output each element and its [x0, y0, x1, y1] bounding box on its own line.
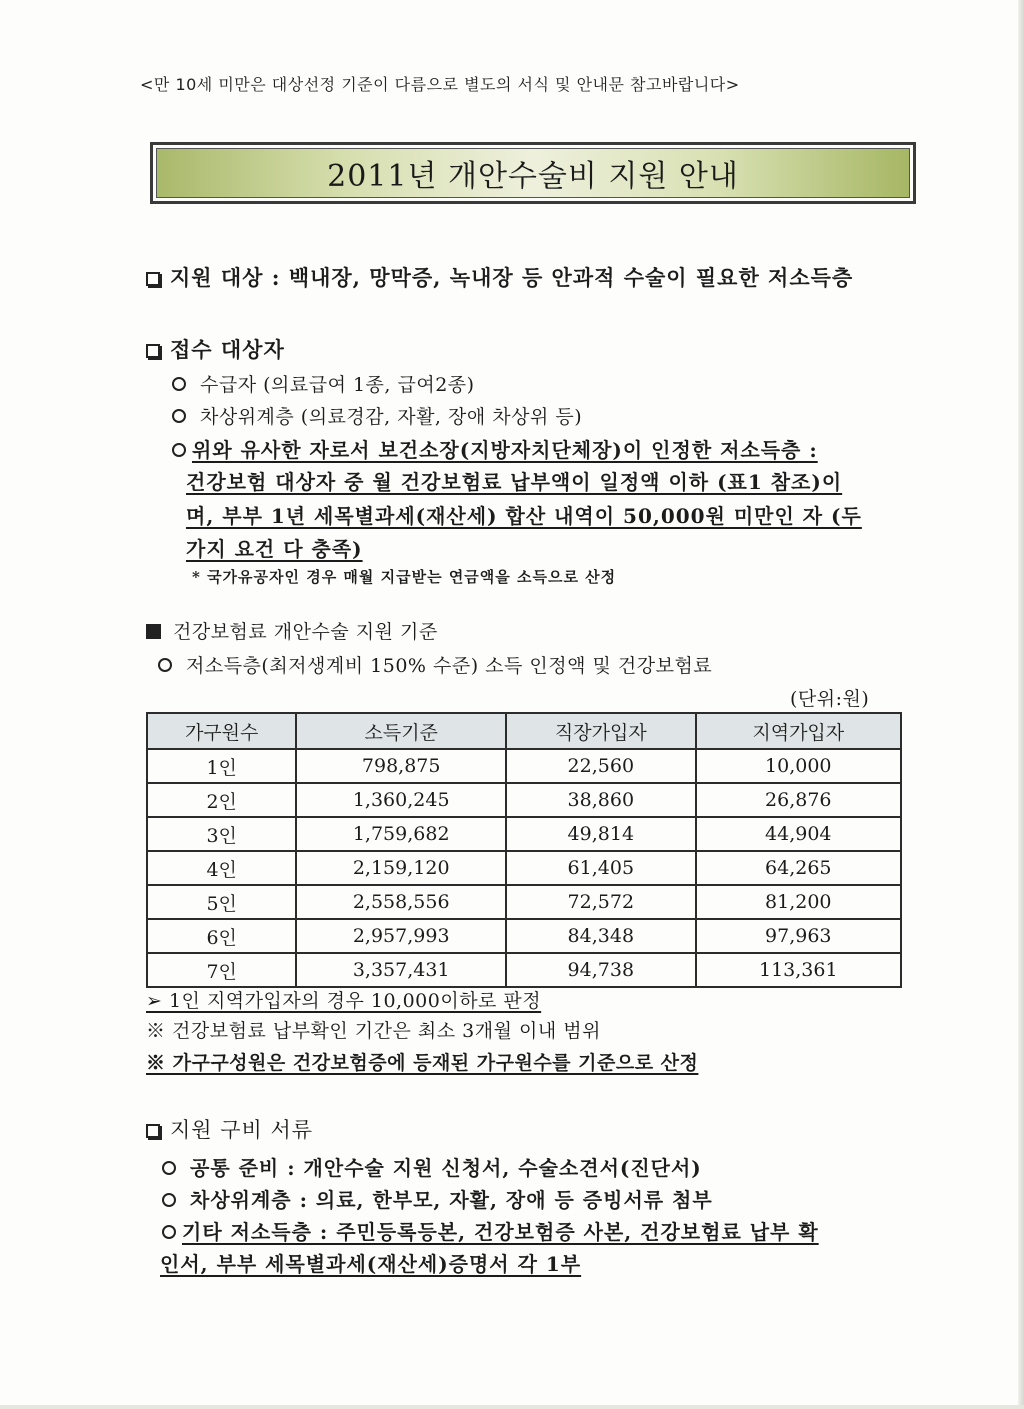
applicant-special [172, 434, 818, 463]
special-line-text: 가지 요건 다 충족) [186, 537, 363, 561]
document-special [160, 1248, 581, 1277]
circle-bullet-icon [172, 443, 186, 457]
table-row [147, 783, 901, 817]
special-line-text: 며, 부부 1년 세목별과세(재산세) 합산 내역이 50,000원 미만인 자 (두 [186, 504, 862, 528]
note-line [146, 1048, 698, 1075]
applicant-item [172, 370, 475, 397]
circle-bullet-icon [172, 377, 186, 391]
col-header: 지역가입자 [696, 713, 901, 749]
document-item [162, 1152, 702, 1181]
cell: 1인 [147, 749, 296, 783]
cell: 61,405 [506, 851, 696, 885]
cell: 81,200 [696, 885, 901, 919]
cell: 1,759,682 [296, 817, 506, 851]
page-title: 2011년 개안수술비 지원 안내 [156, 148, 910, 198]
cell: 49,814 [506, 817, 696, 851]
cell: 2,159,120 [296, 851, 506, 885]
note-line [146, 1016, 601, 1043]
note-text: ※ 건강보험료 납부확인 기간은 최소 3개월 이내 범위 [146, 1020, 601, 1042]
cell: 6인 [147, 919, 296, 953]
cell: 4인 [147, 851, 296, 885]
cell: 72,572 [506, 885, 696, 919]
criteria-sub-text: 저소득층(최저생계비 150% 수준) 소득 인정액 및 건강보험료 [186, 655, 713, 677]
special-line [186, 466, 842, 495]
special-line: 위와 유사한 자로서 보건소장(지방자치단체장)이 인정한 저소득층 : [192, 438, 818, 462]
footnote: * 국가유공자인 경우 매월 지급받는 연금액을 소득으로 산정 [192, 568, 617, 586]
top-note: <만 10세 미만은 대상선정 기준이 다름으로 별도의 서식 및 안내문 참고바랍니다> [140, 75, 740, 94]
circle-bullet-icon [172, 409, 186, 423]
table-row [147, 953, 901, 987]
circle-bullet-icon [162, 1225, 176, 1239]
checkbox-square-icon [146, 344, 160, 358]
page-edge-bottom [0, 1405, 1024, 1409]
criteria-heading-text: 건강보험료 개안수술 지원 기준 [173, 621, 438, 643]
cell: 798,875 [296, 749, 506, 783]
cell: 10,000 [696, 749, 901, 783]
documents-heading-text: 지원 구비 서류 [170, 1118, 314, 1142]
document-item-text: 차상위계층 : 의료, 한부모, 자활, 장애 등 증빙서류 첨부 [190, 1188, 713, 1212]
criteria-heading [146, 617, 438, 644]
circle-bullet-icon [158, 658, 172, 672]
cell: 26,876 [696, 783, 901, 817]
criteria-sub [158, 651, 712, 678]
col-header: 소득기준 [296, 713, 506, 749]
document-special-text: 기타 저소득층 : 주민등록등본, 건강보험증 사본, 건강보험료 납부 확 [182, 1220, 819, 1244]
note-line [146, 986, 541, 1013]
cell: 94,738 [506, 953, 696, 987]
cell: 3,357,431 [296, 953, 506, 987]
cell: 22,560 [506, 749, 696, 783]
cell: 2,558,556 [296, 885, 506, 919]
col-header: 직장가입자 [506, 713, 696, 749]
support-target [146, 262, 853, 292]
circle-bullet-icon [162, 1161, 176, 1175]
cell: 2,957,993 [296, 919, 506, 953]
income-table [146, 712, 902, 988]
applicant-item-text: 차상위계층 (의료경감, 자활, 장애 차상위 등) [200, 406, 583, 428]
cell: 2인 [147, 783, 296, 817]
special-line-text: 건강보험 대상자 중 월 건강보험료 납부액이 일정액 이하 (표1 참조)이 [186, 470, 843, 494]
note-text: ➢ 1인 지역가입자의 경우 10,000이하로 판정 [146, 990, 542, 1012]
table-row [147, 885, 901, 919]
cell: 3인 [147, 817, 296, 851]
support-target-text: 지원 대상 : 백내장, 망막증, 녹내장 등 안과적 수술이 필요한 저소득층 [170, 265, 854, 290]
cell: 5인 [147, 885, 296, 919]
table-row [147, 817, 901, 851]
cell: 38,860 [506, 783, 696, 817]
note-text: ※ 가구구성원은 건강보험증에 등재된 가구원수를 기준으로 산정 [146, 1052, 699, 1074]
page-edge [1018, 0, 1024, 1409]
cell: 97,963 [696, 919, 901, 953]
table-row [147, 919, 901, 953]
cell: 113,361 [696, 953, 901, 987]
table-header-row [147, 713, 901, 749]
table-row [147, 749, 901, 783]
circle-bullet-icon [162, 1193, 176, 1207]
special-line [186, 500, 862, 529]
cell: 64,265 [696, 851, 901, 885]
document-special [162, 1216, 819, 1245]
cell: 44,904 [696, 817, 901, 851]
table-row [147, 851, 901, 885]
title-box [150, 142, 916, 204]
applicants-heading [146, 334, 285, 364]
documents-heading [146, 1114, 313, 1144]
applicant-item [172, 402, 582, 429]
unit-label: (단위:원) [790, 688, 870, 710]
document-item [162, 1184, 713, 1213]
filled-square-icon [146, 624, 161, 639]
cell: 1,360,245 [296, 783, 506, 817]
checkbox-square-icon [146, 1124, 160, 1138]
document-special-text: 인서, 부부 세목별과세(재산세)증명서 각 1부 [160, 1252, 582, 1276]
cell: 84,348 [506, 919, 696, 953]
document-item-text: 공통 준비 : 개안수술 지원 신청서, 수술소견서(진단서) [190, 1156, 702, 1180]
cell: 7인 [147, 953, 296, 987]
checkbox-square-icon [146, 272, 160, 286]
col-header: 가구원수 [147, 713, 296, 749]
special-line [186, 533, 363, 562]
applicants-heading-text: 접수 대상자 [170, 337, 285, 362]
applicant-item-text: 수급자 (의료급여 1종, 급여2종) [200, 374, 475, 396]
